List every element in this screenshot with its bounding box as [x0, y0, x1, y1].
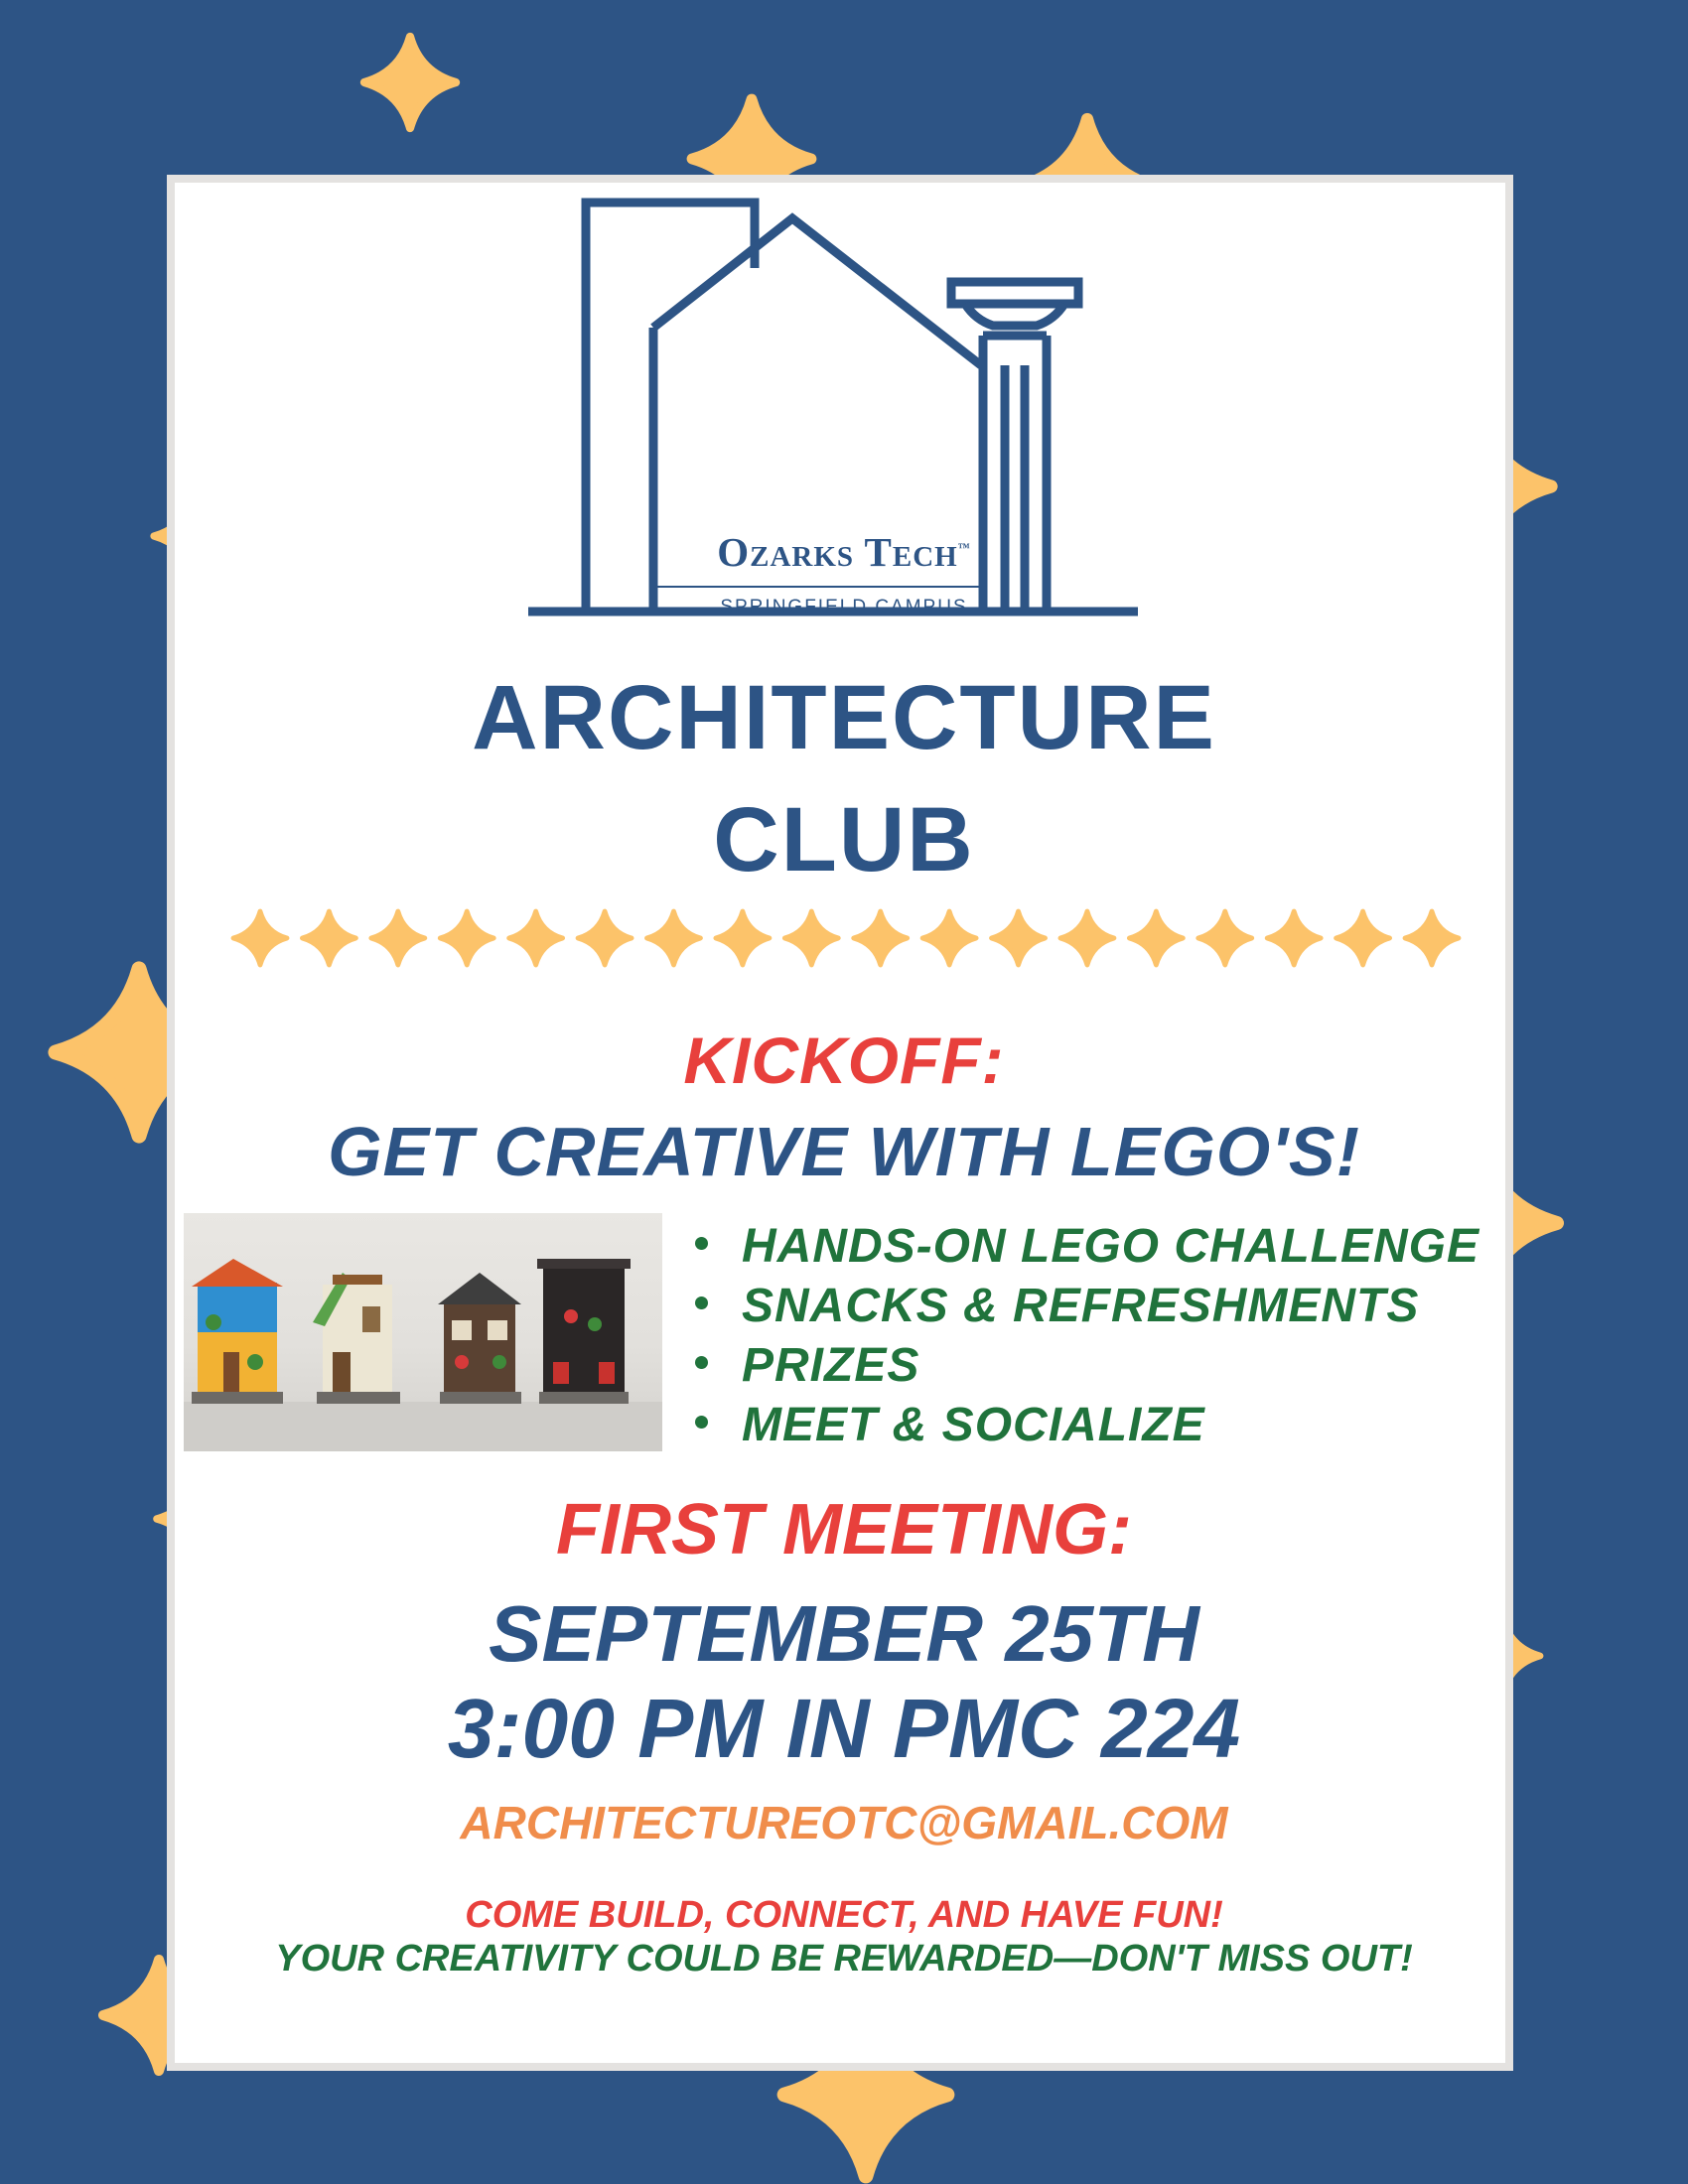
- closing-line-2: YOUR CREATIVITY COULD BE REWARDED—DON'T MISS OUT!: [275, 1938, 1413, 1979]
- trademark-symbol: ™: [957, 540, 971, 555]
- sparkle-icon: [1267, 911, 1321, 965]
- lego-building-3: [438, 1273, 521, 1404]
- first-meeting-label: FIRST MEETING:: [556, 1490, 1132, 1570]
- sparkle-icon: [302, 911, 355, 965]
- bullet-icon: [695, 1416, 708, 1429]
- sparkle-icon: [854, 911, 908, 965]
- list-item: [695, 1336, 1479, 1396]
- logo-wordmark: [0, 528, 1688, 576]
- kickoff-headline: GET CREATIVE WITH LEGO'S!: [328, 1113, 1360, 1190]
- shelf-surface: [184, 1402, 662, 1451]
- sparkle-icon: [509, 911, 563, 965]
- contact-email-link[interactable]: ARCHITECTUREOTC@GMAIL.COM: [460, 1797, 1228, 1848]
- lego-building-2: [313, 1273, 400, 1404]
- sparkle-icon: [646, 911, 700, 965]
- sparkle-icon: [1405, 911, 1459, 965]
- sparkle-icon: [992, 911, 1046, 965]
- activity-text: PRIZES: [742, 1339, 920, 1392]
- list-item: [695, 1217, 1479, 1277]
- lego-buildings-photo: [184, 1213, 662, 1451]
- activity-text: HANDS-ON LEGO CHALLENGE: [742, 1220, 1479, 1273]
- activity-text: SNACKS & REFRESHMENTS: [742, 1280, 1420, 1332]
- closing-line-1: COME BUILD, CONNECT, AND HAVE FUN!: [465, 1894, 1223, 1936]
- bullet-icon: [695, 1356, 708, 1369]
- activity-list: [695, 1217, 1479, 1455]
- club-title-line1: ARCHITECTURE: [472, 667, 1216, 768]
- sparkle-divider-row: [230, 908, 1462, 968]
- sparkle-icon: [716, 911, 770, 965]
- sparkle-icon: [1198, 911, 1252, 965]
- meeting-time-place: 3:00 PM IN PMC 224: [447, 1682, 1241, 1775]
- lego-buildings-illustration: [184, 1213, 662, 1451]
- logo-name-text: Ozarks Tech: [717, 529, 958, 575]
- sparkle-icon: [1129, 911, 1183, 965]
- activity-text: MEET & SOCIALIZE: [742, 1399, 1205, 1451]
- lego-building-4: [537, 1259, 631, 1404]
- bullet-icon: [695, 1297, 708, 1309]
- sparkle-icon: [922, 911, 976, 965]
- meeting-date: SEPTEMBER 25TH: [489, 1589, 1199, 1678]
- lego-building-1: [192, 1259, 283, 1404]
- logo-divider: [655, 586, 983, 588]
- list-item: [695, 1277, 1479, 1336]
- sparkle-icon: [440, 911, 493, 965]
- sparkle-icon: [1060, 911, 1114, 965]
- sparkle-icon: [1336, 911, 1390, 965]
- sparkle-icon: [371, 911, 425, 965]
- logo-campus: SPRINGFIELD CAMPUS: [720, 597, 968, 617]
- sparkle-icon: [233, 911, 287, 965]
- kickoff-label: KICKOFF:: [683, 1024, 1005, 1097]
- sparkle-icon: [784, 911, 838, 965]
- sparkle-icon: [578, 911, 632, 965]
- bullet-icon: [695, 1237, 708, 1250]
- club-title-line2: CLUB: [713, 789, 975, 890]
- list-item: [695, 1396, 1479, 1455]
